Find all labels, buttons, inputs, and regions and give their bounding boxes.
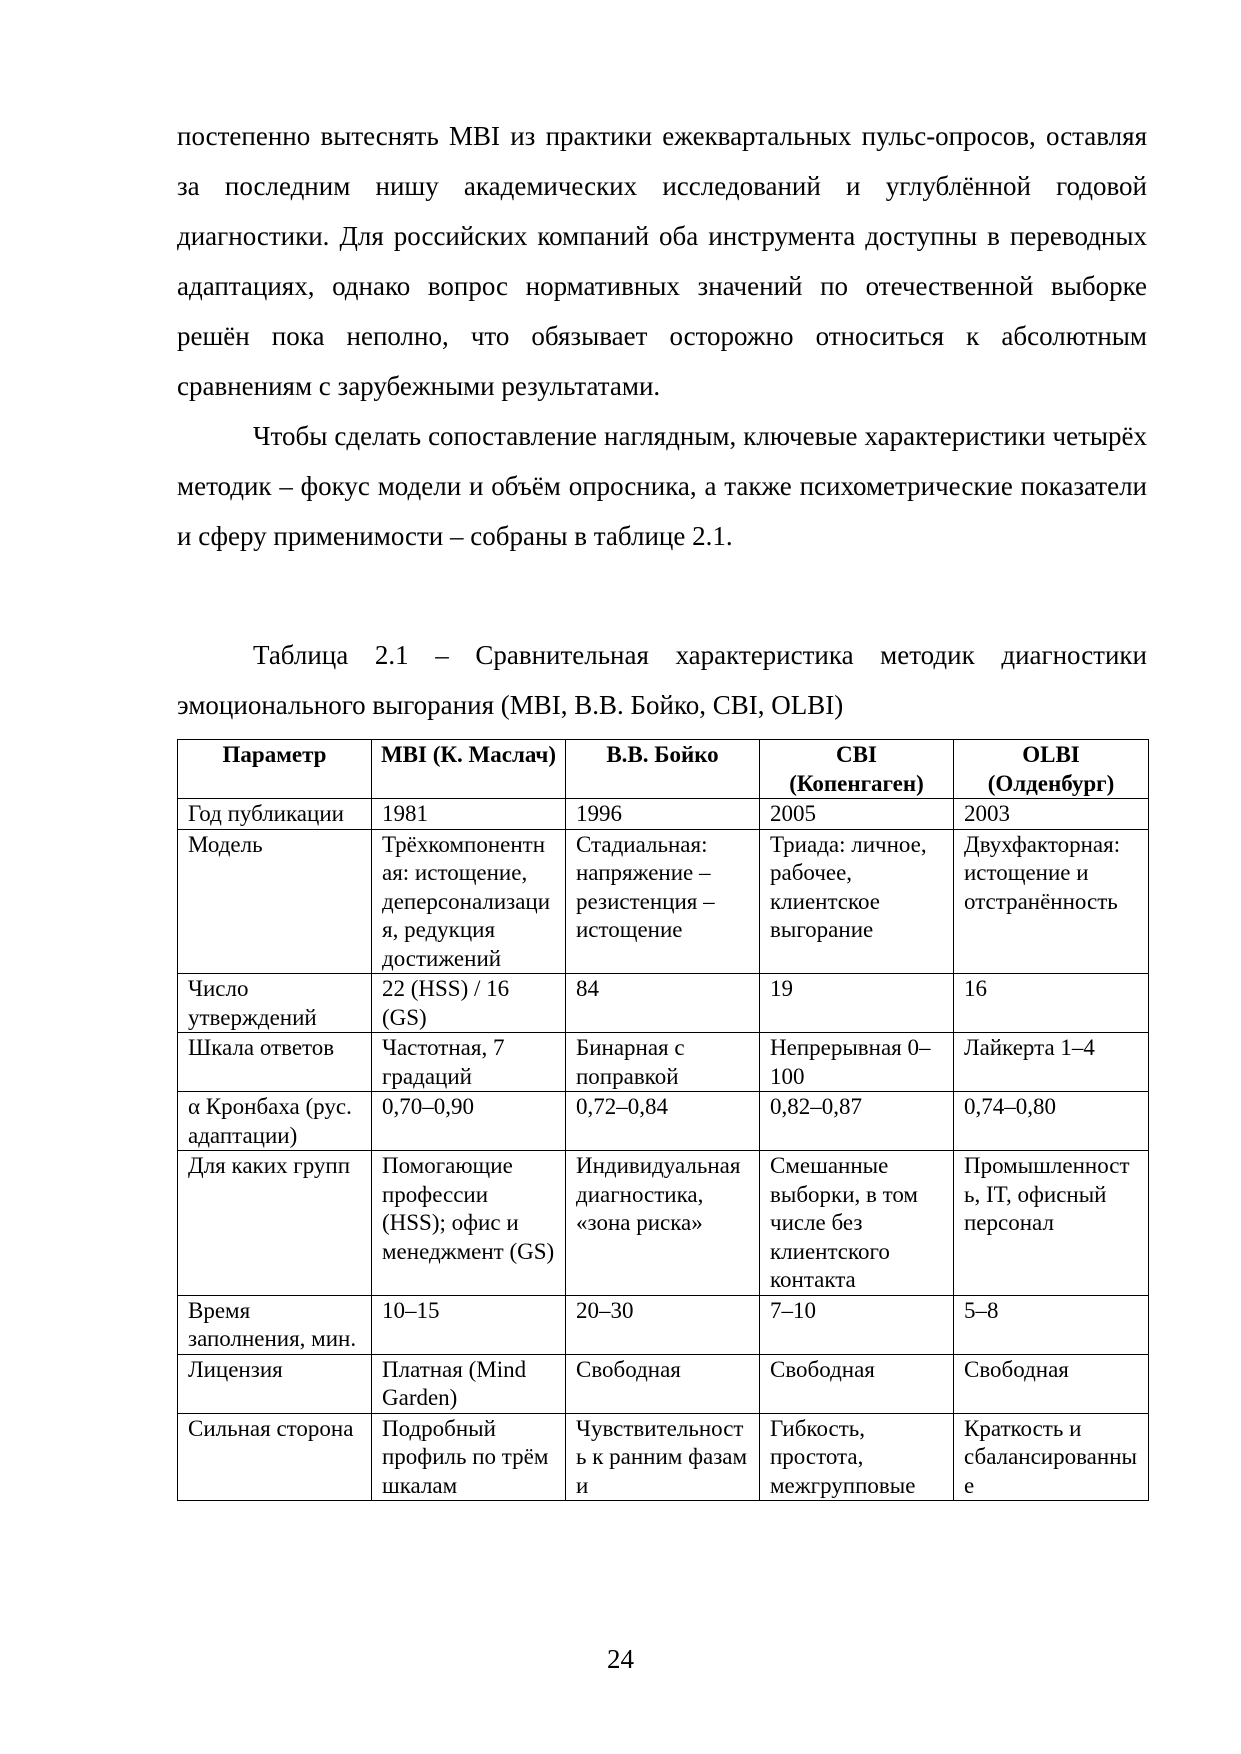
row-label: Время заполнения, мин. (178, 1295, 372, 1354)
table-row (178, 1354, 1149, 1413)
header-mbi: MBI (К. Маслач) (372, 740, 566, 799)
table-row (178, 1151, 1149, 1296)
table-cell: Триада: личное, рабочее, клиентское выгорание (760, 829, 954, 974)
paragraph-continuation: постепенно вытеснять MBI из практики ежеквартальных пульс-опросов, оставляя за последним нишу академических исследований и углублённой годовой диагностики. Для российских компаний оба инструмента доступны в переводных адаптациях, однако вопрос нормативных значений по отечественной выборке решён пока неполно, что обязывает осторожно относиться к абсолютным сравнениям с зарубежными результатами. (177, 121, 1147, 401)
table-cell: Промышленность, IT, офисный персонал (954, 1151, 1149, 1296)
table-cell: Помогающие профессии (HSS); офис и менеджмент (GS) (372, 1151, 566, 1296)
table-row (178, 799, 1149, 830)
table-cell: 84 (566, 974, 760, 1033)
row-label: Лицензия (178, 1354, 372, 1413)
table-cell: 1981 (372, 799, 566, 830)
table-cell: 0,70–0,90 (372, 1092, 566, 1151)
table-cell: 22 (HSS) / 16 (GS) (372, 974, 566, 1033)
table-cell: Смешанные выборки, в том числе без клиентского контакта (760, 1151, 954, 1296)
row-label: α Кронбаха (рус. адаптации) (178, 1092, 372, 1151)
header-boyko: В.В. Бойко (566, 740, 760, 799)
table-row (178, 1092, 1149, 1151)
table-cell: 5–8 (954, 1295, 1149, 1354)
table-cell: Краткость и сбалансированные (954, 1413, 1149, 1501)
table-cell: Свободная (760, 1354, 954, 1413)
table-cell: Трёхкомпонентная: истощение, деперсонализация, редукция достижений (372, 829, 566, 974)
row-label: Модель (178, 829, 372, 974)
table-cell: 1996 (566, 799, 760, 830)
table-cell: 2003 (954, 799, 1149, 830)
table-row (178, 1295, 1149, 1354)
table-cell: 0,72–0,84 (566, 1092, 760, 1151)
table-row (178, 829, 1149, 974)
header-olbi: OLBI (Олденбург) (954, 740, 1149, 799)
table-header-row (178, 740, 1149, 799)
table-cell: 0,74–0,80 (954, 1092, 1149, 1151)
row-label: Сильная сторона (178, 1413, 372, 1501)
page-number: 24 (607, 1644, 634, 1674)
row-label: Число утверждений (178, 974, 372, 1033)
table-cell: 20–30 (566, 1295, 760, 1354)
table-cell: Чувствительность к ранним фазам и (566, 1413, 760, 1501)
table-cell: Двухфакторная: истощение и отстранённость (954, 829, 1149, 974)
table-cell: 10–15 (372, 1295, 566, 1354)
table-cell: Гибкость, простота, межгрупповые (760, 1413, 954, 1501)
table-cell: Стадиальная: напряжение – резистенция – истощение (566, 829, 760, 974)
table-cell: Свободная (954, 1354, 1149, 1413)
body-text (177, 111, 1147, 561)
header-parameter: Параметр (178, 740, 372, 799)
row-label: Год публикации (178, 799, 372, 830)
table-cell: Свободная (566, 1354, 760, 1413)
comparison-table (177, 739, 1149, 1501)
table-cell: 7–10 (760, 1295, 954, 1354)
table-cell: 2005 (760, 799, 954, 830)
paragraph-table-intro: Чтобы сделать сопоставление наглядным, ключевые характеристики четырёх методик – фокус модели и объём опросника, а также психометрические показатели и сферу применимости – собраны в таблице 2.1. (177, 421, 1147, 551)
table-cell: Частотная, 7 градаций (372, 1033, 566, 1092)
table-cell: Бинарная с поправкой (566, 1033, 760, 1092)
table-row (178, 974, 1149, 1033)
table-cell: Платная (Mind Garden) (372, 1354, 566, 1413)
table-cell: Индивидуальная диагностика, «зона риска» (566, 1151, 760, 1296)
table-cell: 0,82–0,87 (760, 1092, 954, 1151)
row-label: Шкала ответов (178, 1033, 372, 1092)
table-cell: 16 (954, 974, 1149, 1033)
header-cbi: CBI (Копенгаген) (760, 740, 954, 799)
table-cell: Лайкерта 1–4 (954, 1033, 1149, 1092)
table-row (178, 1033, 1149, 1092)
table-cell: Подробный профиль по трём шкалам (372, 1413, 566, 1501)
table-caption-block (177, 630, 1147, 730)
table-row (178, 1413, 1149, 1501)
table-cell: Непрерывная 0–100 (760, 1033, 954, 1092)
table-cell: 19 (760, 974, 954, 1033)
table-caption: Таблица 2.1 – Сравнительная характеристика методик диагностики эмоционального выгорания (MBI, В.В. Бойко, CBI, OLBI) (177, 640, 1147, 720)
row-label: Для каких групп (178, 1151, 372, 1296)
